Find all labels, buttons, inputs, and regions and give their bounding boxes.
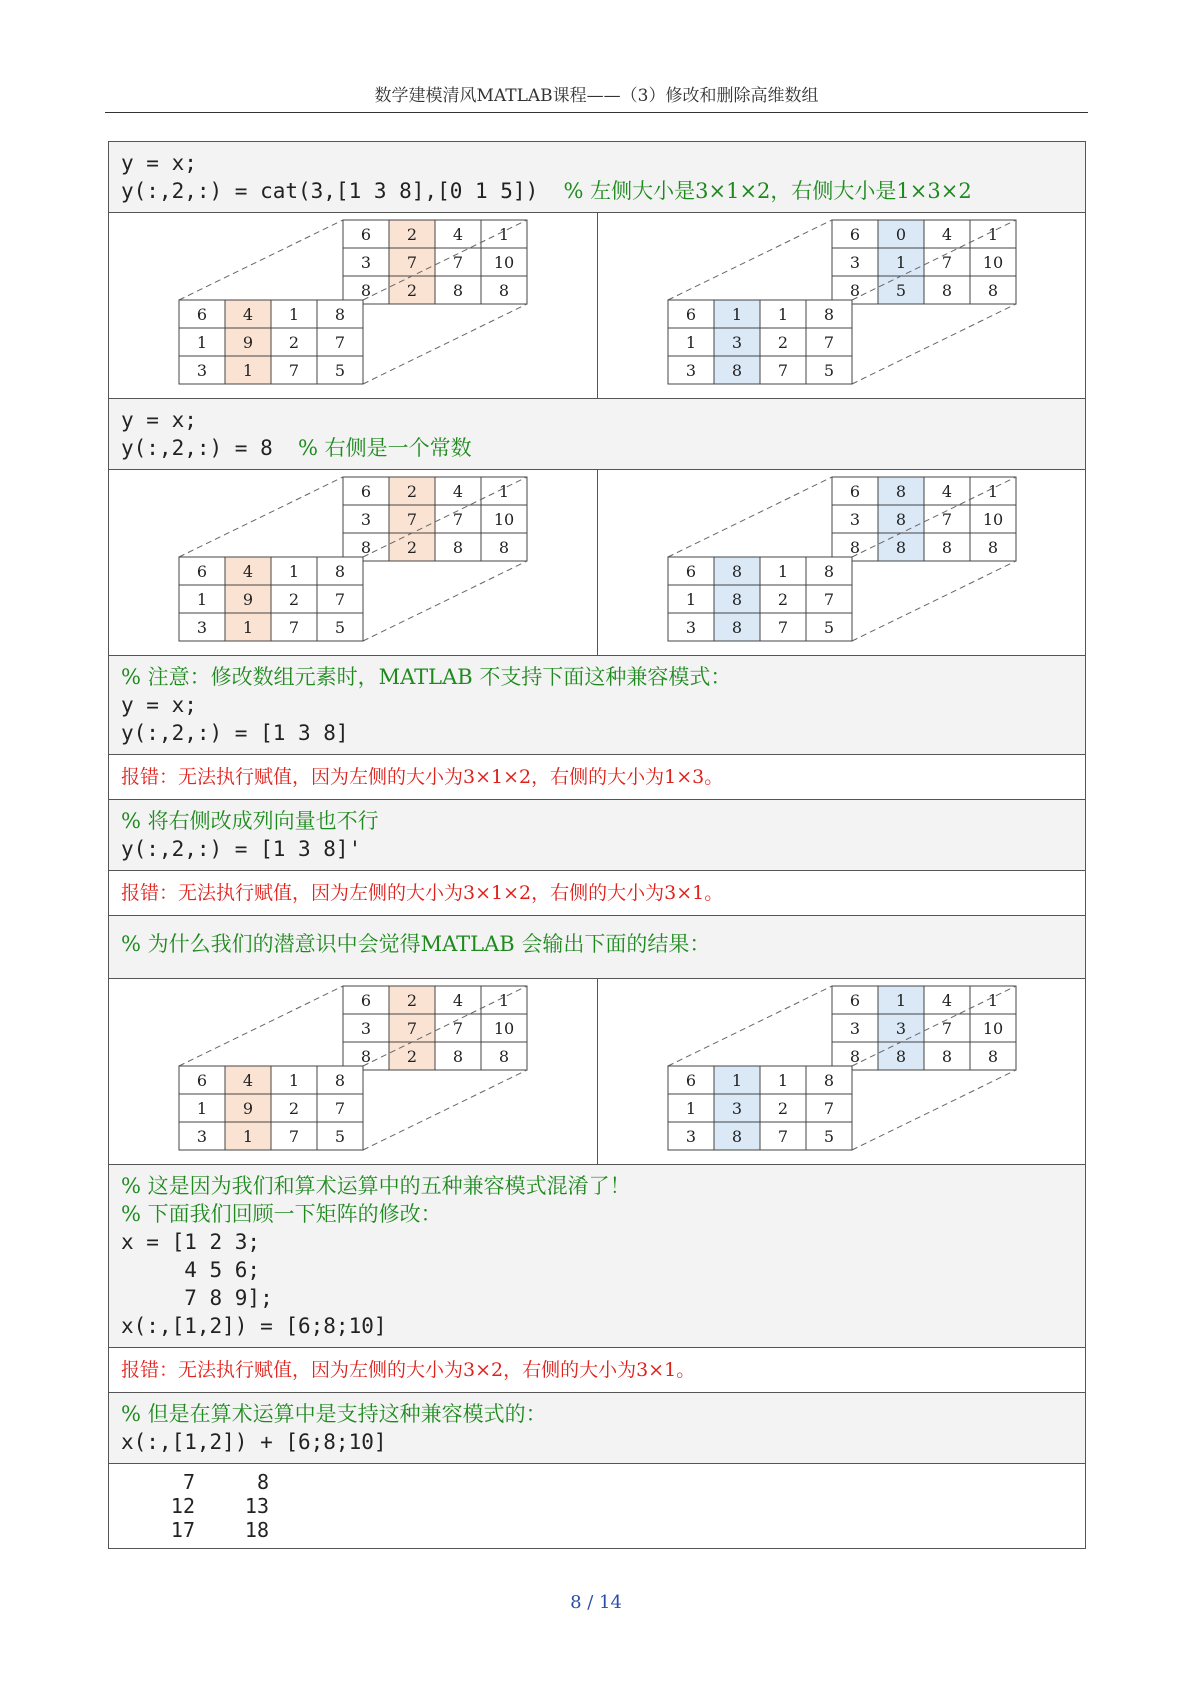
code-line: [121, 1172, 1073, 1200]
cell-value: 10: [493, 1019, 515, 1038]
cell-value: 4: [242, 1071, 254, 1090]
cell-value: 3: [360, 253, 372, 272]
depth-connector: [363, 1070, 527, 1150]
output-row: [121, 1494, 1073, 1518]
cell-value: 7: [406, 253, 418, 272]
cell-value: 1: [895, 253, 906, 272]
code-line: [121, 149, 1073, 177]
cell-value: 4: [452, 225, 464, 244]
code-block: [109, 1393, 1085, 1464]
cell-value: 9: [242, 590, 254, 609]
cell-value: 1: [242, 361, 254, 380]
cell-value: 4: [452, 482, 464, 501]
depth-connector: [179, 477, 343, 557]
cell-value: 7: [823, 590, 834, 609]
cell-value: 8: [987, 538, 998, 557]
cell-value: 6: [685, 562, 696, 581]
code-text: 7 8 9];: [121, 1286, 273, 1310]
error-message: 报错：无法执行赋值，因为左侧的大小为3×1×2，右侧的大小为1×3。: [109, 755, 1085, 800]
cell-value: 7: [941, 253, 952, 272]
cell-value: 5: [823, 1127, 834, 1146]
code-text: x = [1 2 3;: [121, 1230, 261, 1254]
cell-value: 2: [288, 1099, 300, 1118]
cell-value: 1: [777, 305, 788, 324]
cell-value: 10: [982, 510, 1003, 529]
cell-value: 2: [406, 482, 418, 501]
code-line: [121, 1256, 1073, 1284]
code-line: [121, 691, 1073, 719]
cell-value: 1: [498, 482, 510, 501]
depth-connector: [668, 477, 832, 557]
cell-value: 1: [685, 590, 696, 609]
cell-value: 8: [731, 590, 742, 609]
cell-value: 3: [196, 618, 208, 637]
figure-right-result: [597, 979, 1086, 1164]
cell-value: 8: [498, 1047, 510, 1066]
code-comment: % 为什么我们的潜意识中会觉得MATLAB 会输出下面的结果：: [121, 932, 711, 956]
output-value: 8: [256, 1470, 269, 1494]
back-page-grid: [832, 477, 1016, 561]
cell-value: 8: [823, 1071, 834, 1090]
cell-value: 1: [196, 1099, 208, 1118]
error-message: 报错：无法执行赋值，因为左侧的大小为3×1×2，右侧的大小为3×1。: [109, 871, 1085, 916]
cell-value: 5: [895, 281, 906, 300]
output-row: [121, 1518, 1073, 1542]
cell-value: 1: [987, 225, 998, 244]
document-body: [108, 141, 1086, 1549]
cell-value: 7: [334, 590, 346, 609]
figure-right-result: [597, 213, 1086, 398]
code-comment: % 但是在算术运算中是支持这种兼容模式的：: [121, 1402, 547, 1426]
output-value: 7: [182, 1470, 195, 1494]
depth-connector: [852, 561, 1016, 641]
cell-value: 8: [452, 538, 464, 557]
front-page-grid: [668, 1066, 852, 1150]
depth-connector: [668, 220, 832, 300]
cell-value: 10: [982, 253, 1003, 272]
cell-value: 6: [849, 991, 860, 1010]
cell-value: 6: [360, 482, 372, 501]
code-text: y(:,2,:) = [1 3 8]: [121, 721, 349, 745]
code-text: x(:,[1,2]) = [6;8;10]: [121, 1314, 387, 1338]
cell-value: 8: [895, 1047, 906, 1066]
code-line: [121, 835, 1073, 863]
cell-value: 2: [777, 1099, 788, 1118]
cell-value: 1: [288, 305, 300, 324]
code-line: [121, 1428, 1073, 1456]
front-page-grid: [179, 1066, 363, 1150]
cell-value: 8: [360, 538, 372, 557]
cell-value: 5: [823, 618, 834, 637]
command-output: [109, 1464, 1085, 1548]
cell-value: 2: [406, 281, 418, 300]
code-comment: % 注意：修改数组元素时，MATLAB 不支持下面这种兼容模式：: [121, 665, 732, 689]
depth-connector: [179, 986, 343, 1066]
cell-value: 8: [334, 562, 346, 581]
array-3d-diagram: [598, 470, 1084, 655]
cell-value: 3: [196, 361, 208, 380]
cell-value: 8: [334, 305, 346, 324]
cell-value: 1: [498, 991, 510, 1010]
code-line: [121, 177, 1073, 205]
cell-value: 7: [452, 510, 464, 529]
cell-value: 8: [849, 1047, 860, 1066]
code-line: [121, 434, 1073, 462]
cell-value: 6: [849, 482, 860, 501]
code-line: [121, 930, 1073, 958]
cell-value: 8: [731, 1127, 742, 1146]
cell-value: 8: [452, 1047, 464, 1066]
cell-value: 5: [334, 618, 346, 637]
cell-value: 0: [895, 225, 906, 244]
cell-value: 7: [823, 333, 834, 352]
cell-value: 6: [360, 225, 372, 244]
code-line: [121, 807, 1073, 835]
cell-value: 7: [777, 1127, 788, 1146]
code-line: [121, 1200, 1073, 1228]
code-comment: % 这是因为我们和算术运算中的五种兼容模式混淆了！: [121, 1174, 631, 1198]
cell-value: 1: [196, 590, 208, 609]
cell-value: 1: [498, 225, 510, 244]
cell-value: 2: [777, 590, 788, 609]
cell-value: 3: [360, 1019, 372, 1038]
cell-value: 3: [731, 1099, 742, 1118]
code-block: [109, 656, 1085, 755]
cell-value: 8: [452, 281, 464, 300]
cell-value: 8: [895, 538, 906, 557]
cell-value: 6: [685, 1071, 696, 1090]
front-page-grid: [668, 300, 852, 384]
cell-value: 7: [452, 253, 464, 272]
code-text: x(:,[1,2]) + [6;8;10]: [121, 1430, 387, 1454]
back-page-grid: [343, 477, 527, 561]
cell-value: 3: [196, 1127, 208, 1146]
figure-right-result: [597, 470, 1086, 655]
cell-value: 1: [685, 1099, 696, 1118]
cell-value: 6: [849, 225, 860, 244]
cell-value: 8: [941, 281, 952, 300]
output-value: 12: [170, 1494, 195, 1518]
cell-value: 6: [196, 1071, 208, 1090]
code-line: [121, 1284, 1073, 1312]
cell-value: 5: [823, 361, 834, 380]
cell-value: 7: [777, 618, 788, 637]
cell-value: 7: [334, 333, 346, 352]
cell-value: 4: [242, 305, 254, 324]
array-figure-row: [109, 213, 1085, 399]
code-comment: % 将右侧改成列向量也不行: [121, 809, 379, 833]
depth-connector: [179, 220, 343, 300]
cell-value: 9: [242, 1099, 254, 1118]
code-text: y = x;: [121, 151, 197, 175]
cell-value: 3: [849, 1019, 860, 1038]
cell-value: 8: [987, 1047, 998, 1066]
cell-value: 2: [406, 1047, 418, 1066]
cell-value: 7: [941, 1019, 952, 1038]
front-page-grid: [179, 300, 363, 384]
output-value: 13: [244, 1494, 269, 1518]
cell-value: 7: [941, 510, 952, 529]
cell-value: 3: [849, 510, 860, 529]
code-comment: % 右侧是一个常数: [298, 436, 472, 460]
depth-connector: [363, 304, 527, 384]
cell-value: 3: [360, 510, 372, 529]
cell-value: 4: [242, 562, 254, 581]
code-line: [121, 1228, 1073, 1256]
code-text: y(:,2,:) = cat(3,[1 3 8],[0 1 5]): [121, 179, 564, 203]
cell-value: 6: [360, 991, 372, 1010]
cell-value: 2: [406, 225, 418, 244]
cell-value: 1: [777, 562, 788, 581]
cell-value: 7: [288, 1127, 300, 1146]
array-3d-diagram: [109, 470, 595, 655]
cell-value: 4: [452, 991, 464, 1010]
array-3d-diagram: [598, 979, 1084, 1164]
figure-left-original: [109, 470, 597, 655]
depth-connector: [363, 561, 527, 641]
cell-value: 7: [288, 618, 300, 637]
array-3d-diagram: [109, 213, 595, 398]
cell-value: 3: [685, 618, 696, 637]
page-number: [0, 1592, 1192, 1613]
cell-value: 1: [242, 1127, 254, 1146]
cell-value: 8: [731, 618, 742, 637]
code-block: [109, 800, 1085, 871]
cell-value: 4: [941, 225, 952, 244]
cell-value: 8: [941, 1047, 952, 1066]
error-message: 报错：无法执行赋值，因为左侧的大小为3×2，右侧的大小为3×1。: [109, 1348, 1085, 1393]
cell-value: 1: [895, 991, 906, 1010]
cell-value: 8: [334, 1071, 346, 1090]
output-row: [121, 1470, 1073, 1494]
cell-value: 4: [941, 991, 952, 1010]
cell-value: 2: [288, 333, 300, 352]
cell-value: 7: [406, 1019, 418, 1038]
cell-value: 1: [987, 991, 998, 1010]
code-line: [121, 719, 1073, 747]
cell-value: 8: [498, 538, 510, 557]
back-page-grid: [832, 220, 1016, 304]
cell-value: 2: [288, 590, 300, 609]
cell-value: 7: [452, 1019, 464, 1038]
cell-value: 8: [849, 538, 860, 557]
cell-value: 4: [941, 482, 952, 501]
front-page-grid: [668, 557, 852, 641]
cell-value: 3: [895, 1019, 906, 1038]
cell-value: 1: [731, 1071, 742, 1090]
cell-value: 10: [982, 1019, 1003, 1038]
cell-value: 2: [406, 991, 418, 1010]
code-text: y = x;: [121, 693, 197, 717]
code-text: y(:,2,:) = 8: [121, 436, 299, 460]
cell-value: 8: [941, 538, 952, 557]
header-title: 数学建模清风MATLAB课程——（3）修改和删除高维数组: [374, 86, 819, 106]
array-figure-row: [109, 470, 1085, 656]
cell-value: 1: [288, 1071, 300, 1090]
code-block: [109, 142, 1085, 213]
code-comment: % 下面我们回顾一下矩阵的修改：: [121, 1202, 442, 1226]
cell-value: 7: [823, 1099, 834, 1118]
code-comment: % 左侧大小是3×1×2，右侧大小是1×3×2: [563, 179, 972, 203]
cell-value: 8: [731, 361, 742, 380]
cell-value: 8: [360, 1047, 372, 1066]
cell-value: 7: [777, 361, 788, 380]
cell-value: 10: [493, 253, 515, 272]
cell-value: 1: [242, 618, 254, 637]
cell-value: 5: [334, 1127, 346, 1146]
cell-value: 10: [493, 510, 515, 529]
cell-value: 7: [288, 361, 300, 380]
page-number-text: 8 / 14: [570, 1592, 622, 1613]
cell-value: 8: [823, 562, 834, 581]
cell-value: 2: [777, 333, 788, 352]
back-page-grid: [832, 986, 1016, 1070]
cell-value: 1: [288, 562, 300, 581]
back-page-grid: [343, 220, 527, 304]
cell-value: 3: [849, 253, 860, 272]
cell-value: 8: [731, 562, 742, 581]
cell-value: 8: [360, 281, 372, 300]
cell-value: 8: [498, 281, 510, 300]
depth-connector: [668, 986, 832, 1066]
code-text: y = x;: [121, 408, 197, 432]
cell-value: 1: [731, 305, 742, 324]
array-3d-diagram: [598, 213, 1084, 398]
cell-value: 7: [406, 510, 418, 529]
cell-value: 1: [196, 333, 208, 352]
cell-value: 1: [777, 1071, 788, 1090]
cell-value: 3: [685, 361, 696, 380]
cell-value: 8: [987, 281, 998, 300]
code-text: 4 5 6;: [121, 1258, 261, 1282]
cell-value: 2: [406, 538, 418, 557]
front-page-grid: [179, 557, 363, 641]
cell-value: 1: [685, 333, 696, 352]
output-value: 18: [244, 1518, 269, 1542]
back-page-grid: [343, 986, 527, 1070]
depth-connector: [852, 304, 1016, 384]
cell-value: 7: [334, 1099, 346, 1118]
page-header: [105, 82, 1088, 113]
code-line: [121, 1312, 1073, 1340]
code-text: y(:,2,:) = [1 3 8]': [121, 837, 362, 861]
code-block: [109, 399, 1085, 470]
code-block: [109, 916, 1085, 979]
cell-value: 6: [685, 305, 696, 324]
figure-left-original: [109, 979, 597, 1164]
cell-value: 8: [895, 510, 906, 529]
cell-value: 6: [196, 305, 208, 324]
code-line: [121, 663, 1073, 691]
cell-value: 9: [242, 333, 254, 352]
code-line: [121, 406, 1073, 434]
array-figure-row: [109, 979, 1085, 1165]
cell-value: 3: [685, 1127, 696, 1146]
cell-value: 3: [731, 333, 742, 352]
cell-value: 8: [849, 281, 860, 300]
code-line: [121, 1400, 1073, 1428]
array-3d-diagram: [109, 979, 595, 1164]
code-block: [109, 1165, 1085, 1348]
figure-left-original: [109, 213, 597, 398]
cell-value: 8: [895, 482, 906, 501]
cell-value: 1: [987, 482, 998, 501]
cell-value: 6: [196, 562, 208, 581]
cell-value: 8: [823, 305, 834, 324]
depth-connector: [852, 1070, 1016, 1150]
cell-value: 5: [334, 361, 346, 380]
output-value: 17: [170, 1518, 195, 1542]
